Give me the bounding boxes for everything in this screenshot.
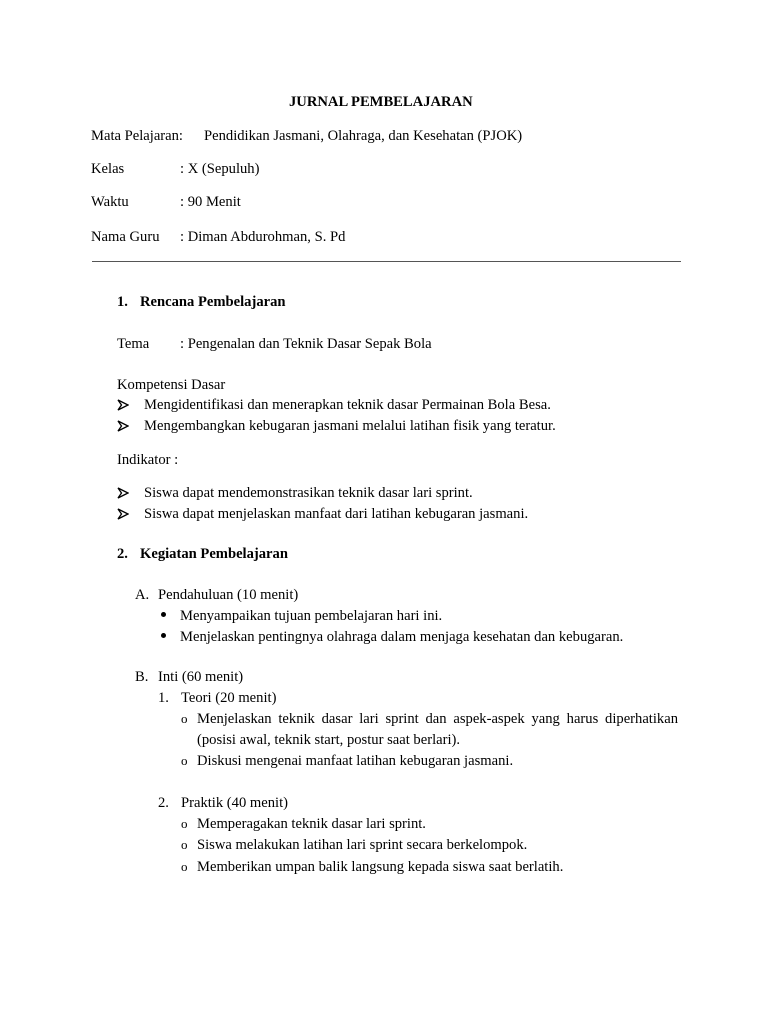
class-value: : X (Sepuluh)	[180, 161, 260, 177]
time-label: Waktu	[91, 194, 129, 210]
bullet-icon	[161, 612, 166, 617]
circle-bullet-icon: o	[181, 837, 188, 852]
part-a-letter: A.	[135, 587, 150, 603]
circle-bullet-icon: o	[181, 711, 188, 726]
part-a-item: Menyampaikan tujuan pembelajaran hari ini.	[180, 608, 443, 624]
sub1-item: Diskusi mengenai manfaat latihan kebugaran jasmani.	[197, 753, 514, 769]
sub1-number: 1.	[158, 690, 169, 706]
circle-bullet-icon: o	[181, 753, 188, 768]
sub2-item: Memberikan umpan balik langsung kepada siswa saat berlatih.	[197, 859, 564, 875]
subject-value: Pendidikan Jasmani, Olahraga, dan Kesehatan (PJOK)	[204, 128, 523, 144]
class-label: Kelas	[91, 161, 125, 177]
indicator-item: Siswa dapat mendemonstrasikan teknik dasar lari sprint.	[144, 485, 473, 501]
indicator-item: Siswa dapat menjelaskan manfaat dari latihan kebugaran jasmani.	[144, 506, 529, 522]
part-a-title: Pendahuluan (10 menit)	[158, 587, 299, 603]
sub2-title: Praktik (40 menit)	[181, 795, 289, 811]
part-b-letter: B.	[135, 669, 149, 685]
indicator-label: Indikator :	[117, 452, 179, 468]
section1-heading: Rencana Pembelajaran	[140, 294, 286, 310]
circle-bullet-icon: o	[181, 859, 188, 874]
header-divider	[92, 261, 681, 262]
arrow-bullet-icon	[117, 420, 129, 432]
part-a-item: Menjelaskan pentingnya olahraga dalam menjaga kesehatan dan kebugaran.	[180, 629, 624, 645]
teacher-label: Nama Guru	[91, 229, 160, 245]
competency-item: Mengembangkan kebugaran jasmani melalui latihan fisik yang teratur.	[144, 418, 556, 434]
time-value: : 90 Menit	[180, 194, 241, 210]
subject-label: Mata Pelajaran:	[91, 128, 183, 144]
arrow-bullet-icon	[117, 399, 129, 411]
part-b-title: Inti (60 menit)	[158, 669, 244, 685]
competency-item: Mengidentifikasi dan menerapkan teknik dasar Permainan Bola Besa.	[144, 397, 551, 413]
sub2-item: Siswa melakukan latihan lari sprint secara berkelompok.	[197, 837, 528, 853]
section2-heading: Kegiatan Pembelajaran	[140, 546, 288, 562]
teacher-value: : Diman Abdurohman, S. Pd	[180, 229, 346, 245]
bullet-icon	[161, 633, 166, 638]
competency-label: Kompetensi Dasar	[117, 377, 226, 393]
theme-label: Tema	[117, 336, 150, 352]
arrow-bullet-icon	[117, 487, 129, 499]
arrow-bullet-icon	[117, 508, 129, 520]
circle-bullet-icon: o	[181, 816, 188, 831]
sub1-item: Menjelaskan teknik dasar lari sprint dan aspek-aspek yang harus diperhatikan	[197, 711, 678, 727]
section1-number: 1.	[117, 294, 128, 310]
section2-number: 2.	[117, 546, 128, 562]
sub1-item-continuation: (posisi awal, teknik start, postur saat berlari).	[197, 732, 461, 748]
sub2-number: 2.	[158, 795, 169, 811]
sub2-item: Memperagakan teknik dasar lari sprint.	[197, 816, 426, 832]
sub1-title: Teori (20 menit)	[181, 690, 277, 706]
theme-value: : Pengenalan dan Teknik Dasar Sepak Bola	[180, 336, 432, 352]
document-title: JURNAL PEMBELAJARAN	[289, 94, 473, 110]
